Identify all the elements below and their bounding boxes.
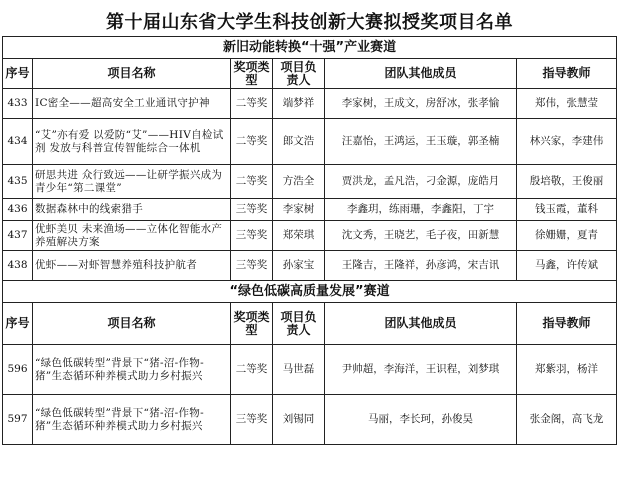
cell-award: 三等奖 [231,221,273,251]
header-members: 团队其他成员 [325,59,517,89]
cell-seq: 436 [3,199,33,221]
cell-award: 三等奖 [231,199,273,221]
document-title: 第十届山东省大学生科技创新大赛拟授奖项目名单 [106,12,513,33]
table-row [3,345,617,395]
cell-leader: 端梦祥 [273,89,325,119]
table-row [3,199,617,221]
cell-award: 二等奖 [231,119,273,165]
cell-leader: 刘锡同 [273,395,325,445]
cell-members: 贾洪龙，孟凡浩，刁金源，庞皓月 [325,165,517,199]
cell-leader: 李家树 [273,199,325,221]
cell-seq: 437 [3,221,33,251]
cell-award: 三等奖 [231,395,273,445]
cell-award: 二等奖 [231,89,273,119]
cell-name: 优虾美贝 未来渔场——立体化智能水产养殖解决方案 [33,221,231,251]
cell-name: 研思共进 众行致远——让研学振兴成为青少年“第二课堂” [33,165,231,199]
cell-advisors: 郑伟，张慧莹 [517,89,617,119]
header-leader: 项目负责人 [273,303,325,345]
cell-members: 汪嘉怡，王鸿运，王玉璇，郭圣楠 [325,119,517,165]
table-row [3,89,617,119]
header-seq: 序号 [3,59,33,89]
section-heading: “绿色低碳高质量发展”赛道 [3,281,617,303]
cell-award: 二等奖 [231,345,273,395]
cell-name: 优虾——对虾智慧养殖科技护航者 [33,251,231,281]
header-advisors: 指导教师 [517,303,617,345]
cell-members: 王隆吉，王隆祥，孙彦鸿，宋吉讯 [325,251,517,281]
cell-advisors: 林兴家，李建伟 [517,119,617,165]
cell-name: “艾”亦有爱 以爱防“艾”——HIV自检试剂 发放与科普宣传智能综合一体机 [33,119,231,165]
header-members: 团队其他成员 [325,303,517,345]
cell-leader: 郑荣琪 [273,221,325,251]
table-row [3,221,617,251]
table-row [3,251,617,281]
cell-seq: 438 [3,251,33,281]
cell-seq: 597 [3,395,33,445]
cell-seq: 435 [3,165,33,199]
header-name: 项目名称 [33,59,231,89]
header-leader: 项目负责人 [273,59,325,89]
header-seq: 序号 [3,303,33,345]
cell-members: 李鑫玥，练雨珊，李鑫阳，丁宇 [325,199,517,221]
section-heading: 新旧动能转换“十强”产业赛道 [3,37,617,59]
cell-leader: 方浩全 [273,165,325,199]
cell-award: 三等奖 [231,251,273,281]
header-award: 奖项类型 [231,303,273,345]
cell-advisors: 张金阁，高飞龙 [517,395,617,445]
cell-award: 二等奖 [231,165,273,199]
award-table [2,36,617,445]
table-row [3,165,617,199]
cell-leader: 郎文浩 [273,119,325,165]
cell-advisors: 马鑫，许传斌 [517,251,617,281]
cell-name: “绿色低碳转型”背景下“猪-沼-作物-猪”生态循环种养模式助力乡村振兴 [33,395,231,445]
cell-advisors: 殷培敬，王俊丽 [517,165,617,199]
cell-name: 数据森林中的线索猎手 [33,199,231,221]
cell-leader: 马世磊 [273,345,325,395]
cell-members: 马丽，李长珂，孙俊昊 [325,395,517,445]
cell-leader: 孙家宝 [273,251,325,281]
cell-name: “绿色低碳转型”背景下“猪-沼-作物-猪”生态循环种养模式助力乡村振兴 [33,345,231,395]
cell-seq: 433 [3,89,33,119]
section-heading-row [3,37,617,59]
header-name: 项目名称 [33,303,231,345]
table-row [3,119,617,165]
cell-advisors: 徐姗姗，夏青 [517,221,617,251]
cell-seq: 434 [3,119,33,165]
cell-advisors: 郑紫羽，杨洋 [517,345,617,395]
cell-members: 尹帅超，李海洋，王识程，刘梦琪 [325,345,517,395]
header-row [3,59,617,89]
section-heading-row [3,281,617,303]
cell-advisors: 钱玉霞，董科 [517,199,617,221]
header-award: 奖项类型 [231,59,273,89]
cell-members: 沈文秀，王晓艺，毛子夜，田新慧 [325,221,517,251]
header-advisors: 指导教师 [517,59,617,89]
cell-members: 李家树，王成文，房舒冰，张孝愉 [325,89,517,119]
cell-seq: 596 [3,345,33,395]
cell-name: IC密全——超高安全工业通讯守护神 [33,89,231,119]
header-row [3,303,617,345]
table-row [3,395,617,445]
